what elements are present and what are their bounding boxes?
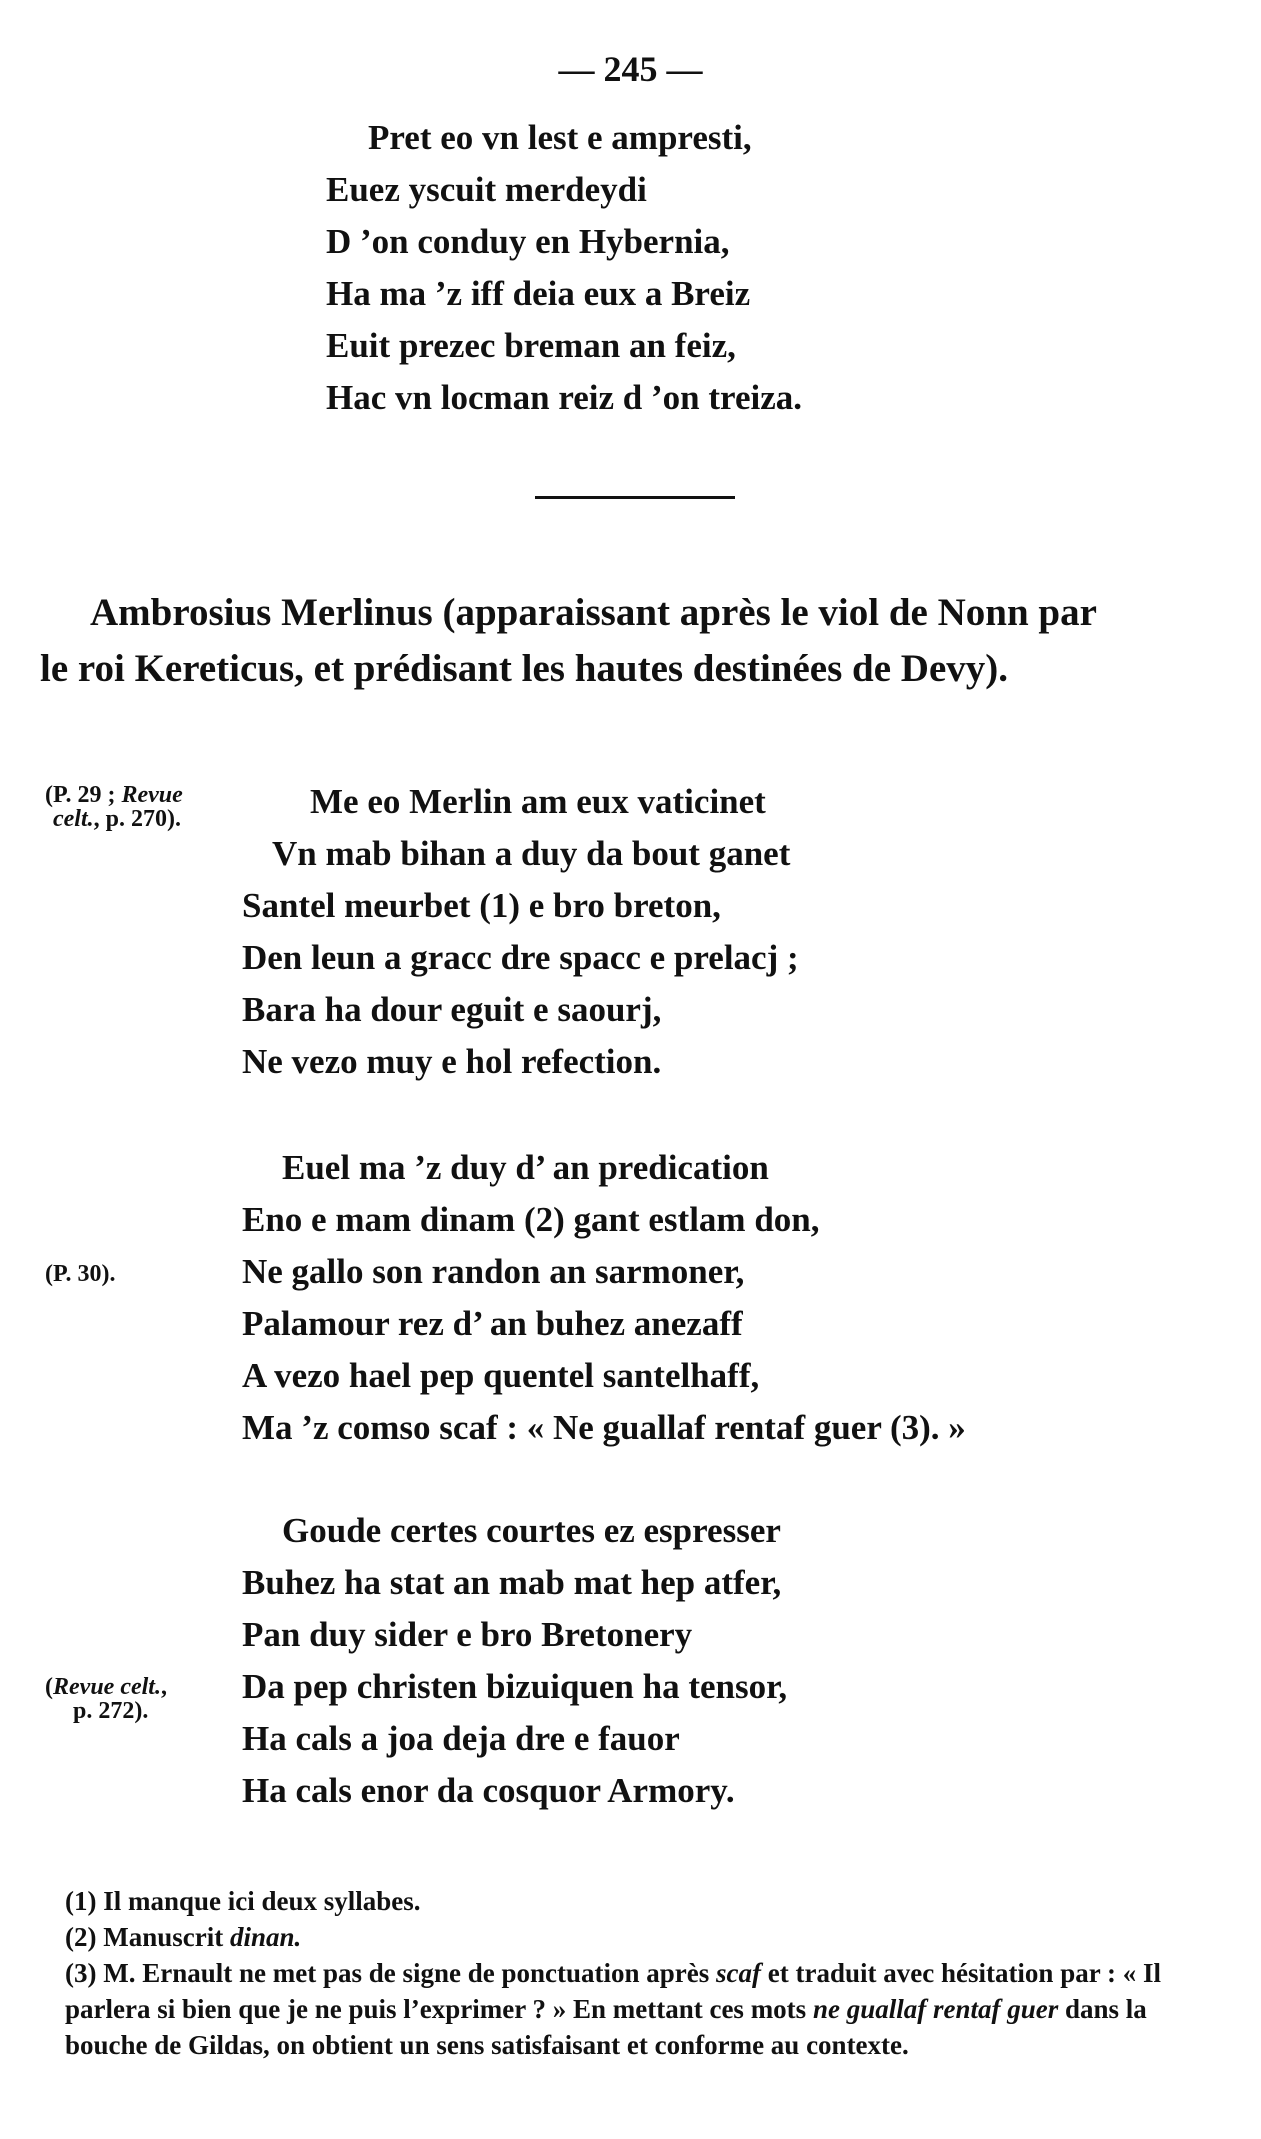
verse-line: Pan duy sider e bro Bretonery (242, 1615, 693, 1654)
verse-line: Ha ma ’z iff deia eux a Breiz (326, 274, 751, 313)
margin-note-italic: celt. (53, 806, 94, 832)
verse-line: Me eo Merlin am eux vaticinet (310, 782, 766, 821)
verse-line: Palamour rez d’ an buhez anezaff (242, 1304, 743, 1343)
margin-note-1 (45, 783, 183, 831)
verse-line: Ha cals a joa deja dre e fauor (242, 1719, 680, 1758)
section-heading (40, 585, 1220, 697)
verse-line: Da pep christen bizuiquen ha tensor, (242, 1667, 788, 1706)
verse-line: Euit prezec breman an feiz, (326, 326, 736, 365)
footnote-1: (1) Il manque ici deux syllabes. (65, 1886, 421, 1916)
margin-note-italic: Revue (121, 782, 183, 808)
verse-line: Euel ma ’z duy d’ an predication (282, 1148, 769, 1187)
margin-note-italic: Revue celt. (53, 1674, 161, 1700)
margin-note-text: p. 272). (73, 1698, 149, 1724)
stanza-1 (242, 776, 799, 1088)
footnote-text: (2) Manuscrit (65, 1922, 230, 1952)
footnote-text: et traduit avec hésitation par : « Il parlera si bien que je ne puis l’exprimer ? » En mettant ces mots (65, 1958, 1161, 2024)
verse-line: Euez yscuit merdeydi (326, 170, 647, 209)
page-number: — 245 — (558, 49, 703, 89)
verse-line: Hac vn locman reiz d ’on treiza. (326, 378, 802, 417)
verse-line: Pret eo vn lest e ampresti, (368, 118, 752, 157)
heading-line-1: Ambrosius Merlinus (apparaissant après le viol de Nonn par (90, 591, 1097, 634)
footnote-3 (35, 1955, 1225, 2063)
margin-note-text: (P. 29 ; (45, 782, 122, 808)
footnote-italic: dinan. (229, 1922, 302, 1952)
footnote-italic: scaf (716, 1958, 761, 1988)
verse-line: Vn mab bihan a duy da bout ganet (272, 834, 791, 873)
footnotes (65, 1883, 1225, 2063)
verse-line: Ne vezo muy e hol refection. (242, 1042, 662, 1081)
verse-line: Ha cals enor da cosquor Armory. (242, 1771, 735, 1810)
verse-line: D ’on conduy en Hybernia, (326, 222, 730, 261)
footnote-2 (65, 1919, 1225, 1955)
verse-line: A vezo hael pep quentel santelhaff, (242, 1356, 760, 1395)
verse-line: Den leun a gracc dre spacc e prelacj ; (242, 938, 799, 977)
margin-note-text: , (160, 1674, 167, 1700)
verse-line: Ne gallo son randon an sarmoner, (242, 1252, 745, 1291)
stanza-top (326, 112, 802, 424)
footnote-text: (3) M. Ernault ne met pas de signe de ponctuation après (65, 1958, 717, 1988)
margin-note-text: ( (45, 1674, 53, 1700)
stanza-3 (242, 1505, 787, 1817)
footnote-italic: ne guallaf rentaf guer (812, 1994, 1059, 2024)
heading-line-2: le roi Kereticus, et prédisant les hautes destinées de Devy). (40, 647, 1009, 690)
verse-line: Goude certes courtes ez espresser (282, 1511, 781, 1550)
verse-line: Buhez ha stat an mab mat hep atfer, (242, 1563, 782, 1602)
section-divider (535, 496, 735, 499)
verse-line: Bara ha dour eguit e saourj, (242, 990, 662, 1029)
stanza-2 (242, 1142, 966, 1454)
verse-line: Eno e mam dinam (2) gant estlam don, (242, 1200, 820, 1239)
verse-line: Ma ’z comso scaf : « Ne guallaf rentaf guer (3). » (242, 1408, 966, 1447)
verse-line: Santel meurbet (1) e bro breton, (242, 886, 721, 925)
footnote-text: dans la bouche de Gildas, on obtient un sens satisfaisant et conforme au contexte. (65, 1994, 1147, 2060)
margin-note-2: (P. 30). (45, 1261, 116, 1287)
margin-note-text: , p. 270). (93, 806, 181, 832)
margin-note-3 (45, 1675, 167, 1723)
